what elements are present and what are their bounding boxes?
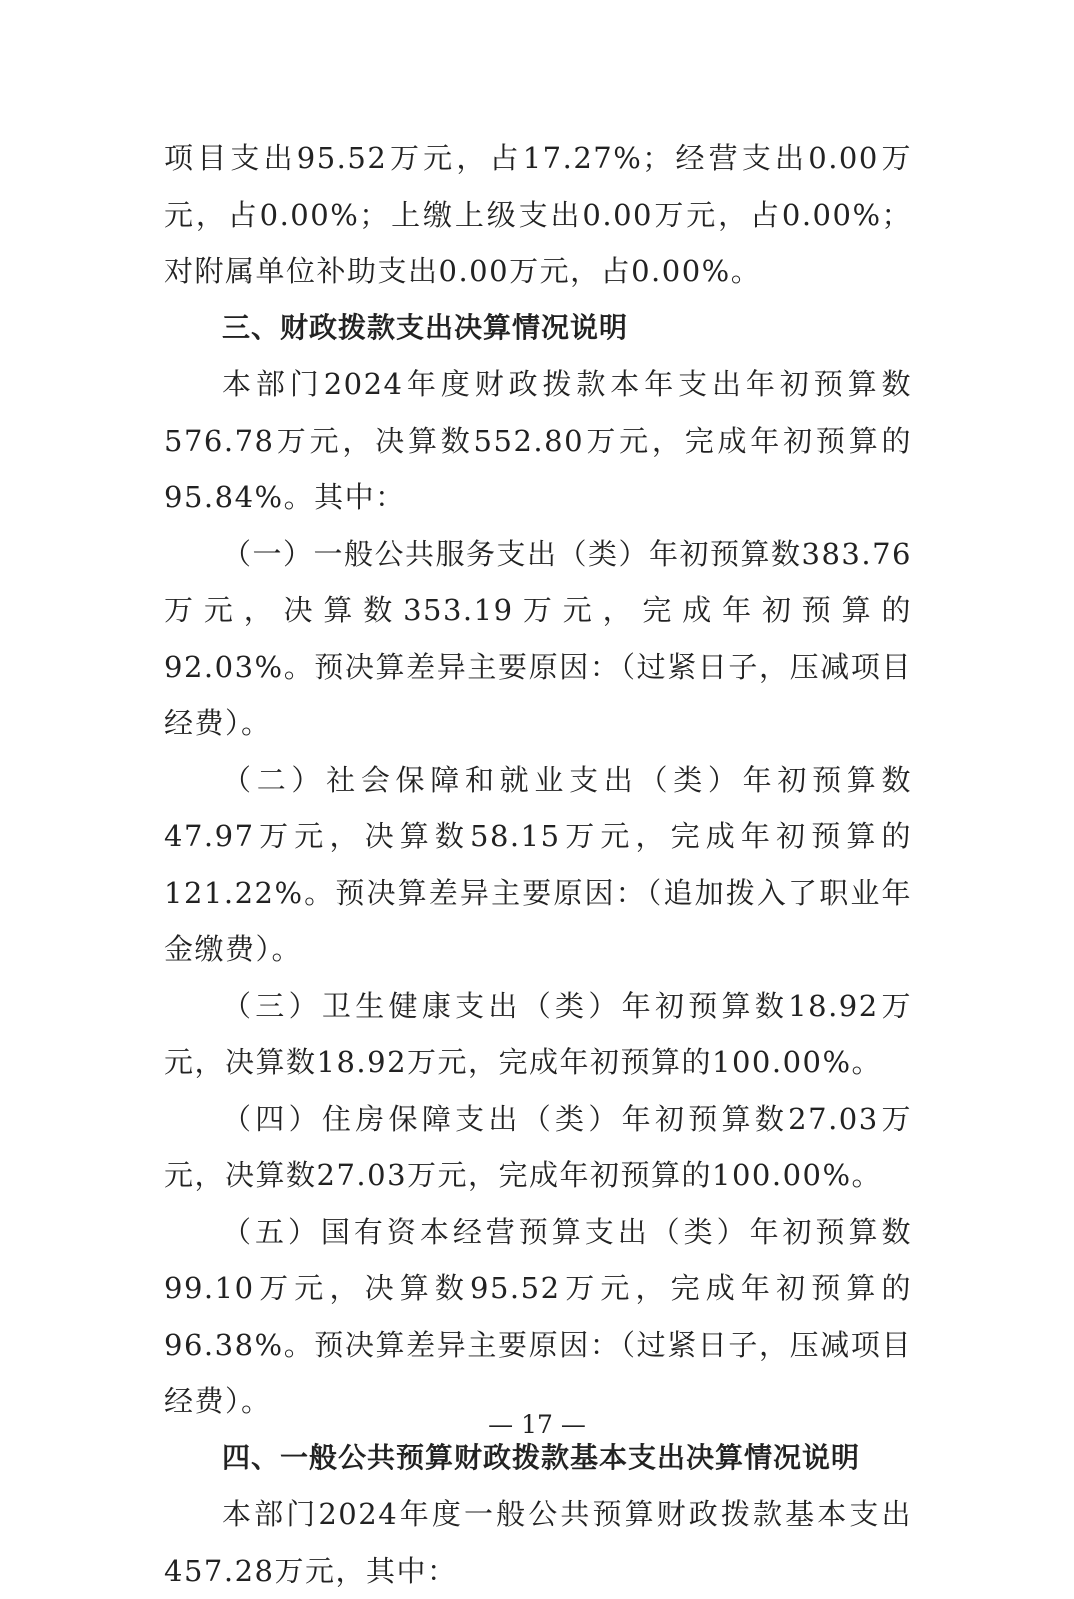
page-number: — 17 — (488, 1410, 586, 1439)
paragraph-item-1: （一）一般公共服务支出（类）年初预算数383.76万元，决算数353.19万元，完成年初预算的92.03%。预决算差异主要原因：（过紧日子，压减项目经费）。 (164, 536, 912, 740)
paragraph-basic-expenditure: 本部门2024年度一般公共预算财政拨款基本支出457.28万元，其中： (164, 1497, 912, 1588)
paragraph-item-5: （五）国有资本经营预算支出（类）年初预算数99.10万元，决算数95.52万元，完成年初预算的96.38%。预决算差异主要原因：（过紧日子，压减项目经费）。 (164, 1214, 912, 1418)
section-heading-3: 三、财政拨款支出决算情况说明 (222, 310, 629, 344)
paragraph-item-3: （三）卫生健康支出（类）年初预算数18.92万元，决算数18.92万元，完成年初预算的100.00%。 (164, 988, 912, 1079)
paragraph-item-4: （四）住房保障支出（类）年初预算数27.03万元，决算数27.03万元，完成年初预算的100.00%。 (164, 1101, 912, 1192)
paragraph-fiscal-summary: 本部门2024年度财政拨款本年支出年初预算数576.78万元，决算数552.80万元，完成年初预算的95.84%。其中： (164, 367, 912, 514)
paragraph-item-2: （二）社会保障和就业支出（类）年初预算数47.97万元，决算数58.15万元，完成年初预算的121.22%。预决算差异主要原因：（追加拨入了职业年金缴费）。 (164, 762, 912, 966)
paragraph-project-expenditure: 项目支出95.52万元，占17.27%；经营支出0.00万元，占0.00%；上缴上级支出0.00万元，占0.00%；对附属单位补助支出0.00万元，占0.00%。 (164, 141, 912, 288)
section-heading-4: 四、一般公共预算财政拨款基本支出决算情况说明 (222, 1440, 861, 1474)
document-body (164, 130, 912, 1599)
